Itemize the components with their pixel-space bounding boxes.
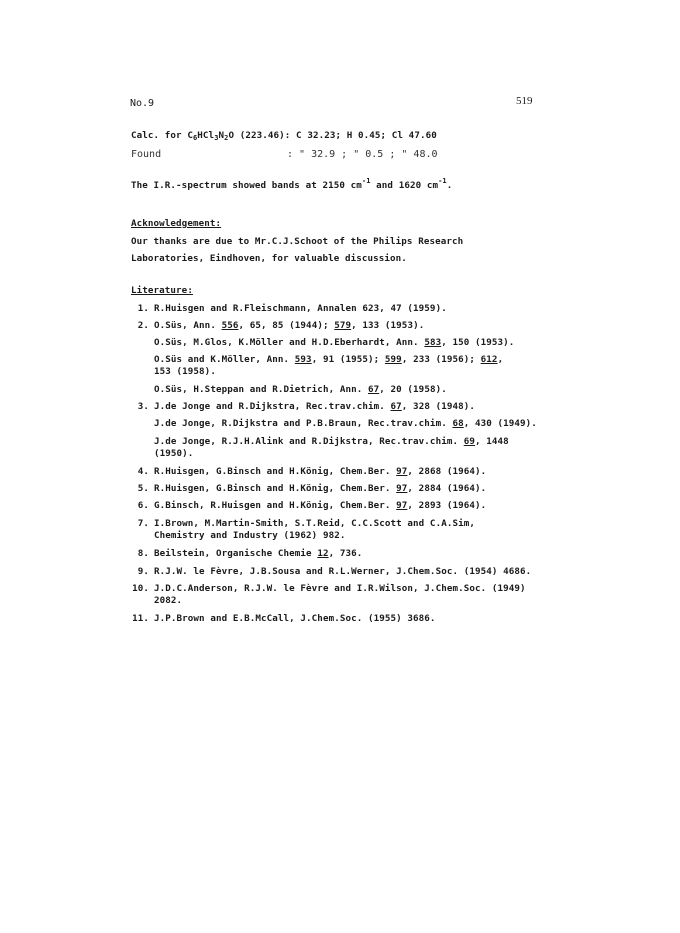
- found-values: : " 32.9 ; " 0.5 ; " 48.0: [287, 149, 438, 160]
- reference-number: 11.: [132, 613, 149, 624]
- formula-sub-n: 2: [224, 134, 229, 142]
- reference-text: R.J.W. le Fèvre, J.B.Sousa and R.L.Werner, J.Chem.Soc. (1954) 4686.: [154, 566, 532, 577]
- reference-number: 8.: [137, 548, 149, 559]
- ir-sup-1: -1: [361, 177, 371, 185]
- reference-text: G.Binsch, R.Huisgen and H.König, Chem.Ber.: [154, 500, 397, 511]
- reference-11: [131, 613, 436, 624]
- formula-tail: O (223.46): C 32.23; H 0.45; Cl 47.60: [228, 130, 437, 141]
- found-label: Found: [131, 149, 162, 160]
- reference-text: , 150 (1953).: [441, 337, 515, 348]
- reference-number: 4.: [137, 466, 149, 477]
- reference-text: O.Süs, H.Steppan and R.Dietrich, Ann.: [154, 384, 368, 395]
- formula-sub-cl: 3: [214, 134, 219, 142]
- volume-number: 583: [424, 337, 442, 348]
- reference-2: [131, 320, 424, 331]
- reference-2d: [154, 384, 447, 395]
- reference-text: O.Süs, Ann.: [154, 320, 222, 331]
- volume-number: 599: [384, 354, 402, 365]
- reference-3c: [154, 436, 509, 447]
- acknowledgement-line-1: Our thanks are due to Mr.C.J.Schoot of the Philips Research: [131, 236, 464, 247]
- reference-text: , 328 (1948).: [401, 401, 476, 412]
- reference-text: , 20 (1958).: [379, 384, 447, 395]
- reference-text: J.P.Brown and E.B.McCall, J.Chem.Soc. (1955) 3686.: [154, 613, 436, 624]
- reference-number: 2.: [137, 320, 149, 331]
- reference-number: 10.: [132, 583, 149, 594]
- volume-number: 68: [452, 418, 464, 429]
- reference-5: [131, 483, 486, 494]
- volume-number: 97: [396, 483, 408, 494]
- journal-number: No.9: [130, 98, 155, 109]
- reference-2c-cont: 153 (1958).: [154, 366, 216, 377]
- reference-number: 3.: [137, 401, 149, 412]
- ir-line: [131, 177, 453, 191]
- reference-text: , 2893 (1964).: [407, 500, 487, 511]
- reference-text: , 736.: [328, 548, 363, 559]
- reference-text: O.Süs, M.Glos, K.Möller and H.D.Eberhardt, Ann.: [154, 337, 425, 348]
- literature-heading: Literature:: [131, 285, 193, 296]
- reference-text: R.Huisgen, G.Binsch and H.König, Chem.Ber.: [154, 483, 397, 494]
- reference-7: [131, 518, 475, 529]
- reference-number: 9.: [137, 566, 149, 577]
- reference-text: I.Brown, M.Martin-Smith, S.T.Reid, C.C.Scott and C.A.Sim,: [154, 518, 475, 529]
- reference-2c: [154, 354, 503, 365]
- volume-number: 12: [317, 548, 329, 559]
- calc-label: Calc. for C: [131, 130, 193, 141]
- reference-text: O.Süs and K.Möller, Ann.: [154, 354, 295, 365]
- reference-3c-cont: (1950).: [154, 448, 194, 459]
- volume-number: 97: [396, 466, 408, 477]
- reference-text: , 91 (1955);: [311, 354, 385, 365]
- reference-text: J.de Jonge, R.J.H.Alink and R.Dijkstra, Rec.trav.chim.: [154, 436, 464, 447]
- ir-text-b: and 1620 cm: [370, 180, 439, 191]
- reference-2b: [154, 337, 514, 348]
- volume-number: 67: [390, 401, 402, 412]
- reference-text: J.de Jonge, R.Dijkstra and P.B.Braun, Rec.trav.chim.: [154, 418, 453, 429]
- reference-number: 1.: [137, 303, 149, 314]
- acknowledgement-heading: Acknowledgement:: [131, 218, 222, 229]
- reference-text: Beilstein, Organische Chemie: [154, 548, 318, 559]
- volume-number: 97: [396, 500, 408, 511]
- reference-text: , 2868 (1964).: [407, 466, 487, 477]
- formula-sub-c: 6: [192, 134, 198, 142]
- formula-mid: HCl: [197, 130, 215, 141]
- reference-9: [131, 566, 531, 577]
- reference-3b: [154, 418, 537, 429]
- reference-text: , 2884 (1964).: [407, 483, 487, 494]
- volume-number: 556: [221, 320, 239, 331]
- acknowledgement-line-2: Laboratories, Eindhoven, for valuable discussion.: [131, 253, 407, 264]
- reference-text: J.D.C.Anderson, R.J.W. le Fèvre and I.R.Wilson, J.Chem.Soc. (1949): [154, 583, 526, 594]
- ir-sup-2: -1: [438, 177, 447, 185]
- calc-line: [131, 130, 437, 141]
- volume-number: 69: [463, 436, 475, 447]
- reference-text: ,: [497, 354, 504, 365]
- reference-number: 6.: [137, 500, 149, 511]
- reference-text: , 233 (1956);: [401, 354, 481, 365]
- reference-10: [131, 583, 526, 594]
- reference-8: [131, 548, 362, 559]
- reference-3: [131, 401, 475, 412]
- reference-text: , 133 (1953).: [351, 320, 425, 331]
- reference-7-cont: Chemistry and Industry (1962) 982.: [154, 530, 346, 541]
- reference-1: [131, 303, 447, 314]
- ir-text-c: .: [446, 180, 453, 191]
- volume-number: 612: [480, 354, 498, 365]
- page-number: 519: [516, 95, 533, 107]
- reference-text: , 65, 85 (1944);: [238, 320, 335, 331]
- reference-number: 5.: [137, 483, 149, 494]
- reference-number: 7.: [137, 518, 149, 529]
- ir-text-a: The I.R.-spectrum showed bands at 2150 cm: [131, 180, 362, 191]
- volume-number: 579: [334, 320, 352, 331]
- volume-number: 67: [368, 384, 380, 395]
- reference-4: [131, 466, 486, 477]
- reference-10-cont: 2082.: [154, 595, 183, 606]
- reference-6: [131, 500, 486, 511]
- reference-text: R.Huisgen and R.Fleischmann, Annalen 623, 47 (1959).: [154, 303, 447, 314]
- volume-number: 593: [294, 354, 312, 365]
- formula-n: N: [218, 130, 225, 141]
- reference-text: R.Huisgen, G.Binsch and H.König, Chem.Ber.: [154, 466, 397, 477]
- reference-text: , 1448: [475, 436, 509, 447]
- reference-text: J.de Jonge and R.Dijkstra, Rec.trav.chim.: [154, 401, 391, 412]
- reference-text: , 430 (1949).: [463, 418, 537, 429]
